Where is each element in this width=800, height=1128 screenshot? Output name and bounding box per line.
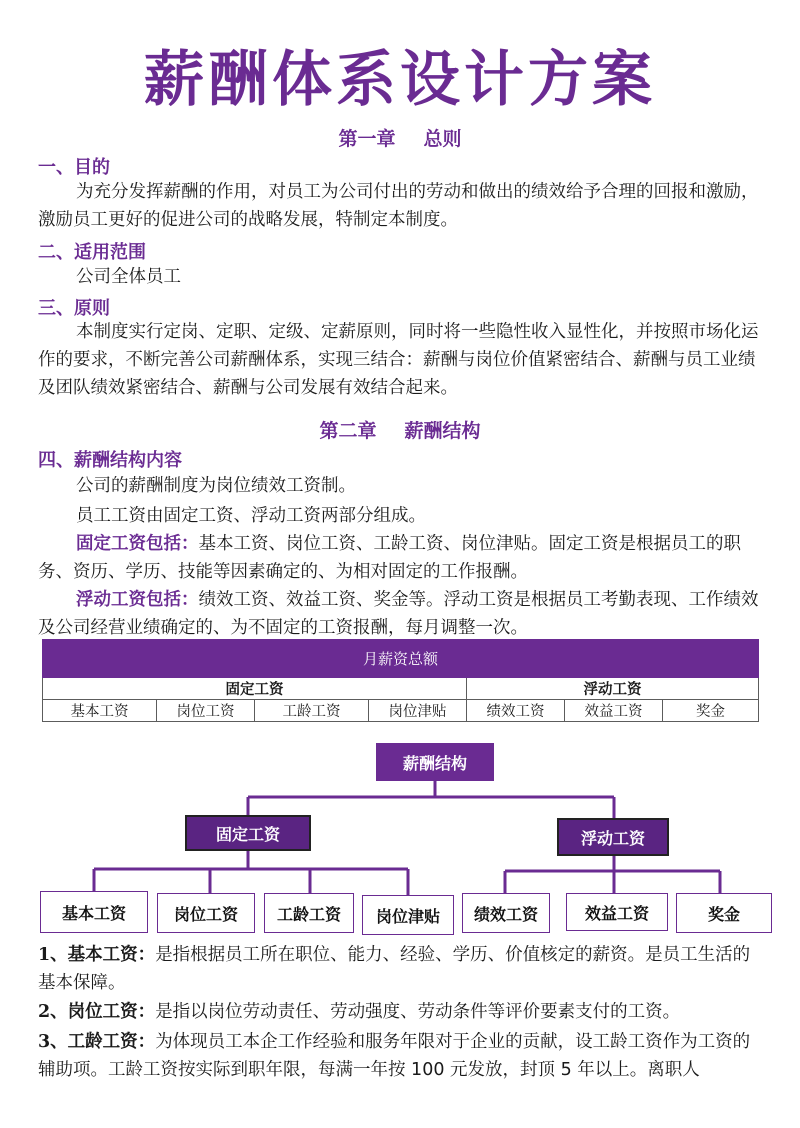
chapter-2-name: 薪酬结构 <box>404 420 481 442</box>
section-scope-text: 公司全体员工 <box>76 267 181 287</box>
chart-leaf-node: 岗位工资 <box>157 893 255 933</box>
table-floating-header: 浮动工资 <box>467 678 759 700</box>
table-cell: 岗位工资 <box>157 700 255 722</box>
structure-paragraph-2: 员工工资由固定工资、浮动工资两部分组成。 <box>76 506 426 526</box>
chart-leaf-node: 岗位津贴 <box>362 895 454 935</box>
floating-salary-label: 浮动工资包括： <box>76 590 199 610</box>
item-text: 是指以岗位劳动责任、劳动强度、劳动条件等评价要素支付的工资。 <box>155 1002 681 1022</box>
fixed-salary-paragraph <box>38 530 764 586</box>
document-title: 薪酬体系设计方案 <box>144 45 656 115</box>
item-text: 是指根据员工所在职位、能力、经验、学历、价值核定的薪资。是员工生活的基本保障。 <box>38 945 751 993</box>
chapter-2-heading <box>0 416 800 443</box>
salary-structure-chart <box>0 735 800 940</box>
item-text: 为体现员工本企工作经验和服务年限对于企业的贡献，设工龄工资作为工资的辅助项。工龄工资按实际到职年限，每满一年按 100 元发放，封顶 5 年以上。离职人 <box>38 1032 751 1080</box>
item-position-salary <box>38 998 764 1026</box>
chart-fixed-node: 固定工资 <box>185 815 311 851</box>
table-cell: 效益工资 <box>565 700 663 722</box>
item-seniority-salary <box>38 1028 764 1084</box>
table-total-header: 月薪资总额 <box>43 640 759 678</box>
chart-leaf-node: 基本工资 <box>40 891 148 933</box>
salary-composition-table <box>42 639 759 722</box>
chart-leaf-node: 效益工资 <box>566 893 668 931</box>
item-label: 1、基本工资： <box>38 945 156 965</box>
fixed-salary-label: 固定工资包括： <box>76 534 199 554</box>
section-scope-heading: 二、适用范围 <box>38 242 146 263</box>
item-label: 2、岗位工资： <box>38 1002 156 1022</box>
table-cell: 绩效工资 <box>467 700 565 722</box>
floating-salary-paragraph <box>38 586 764 642</box>
item-basic-salary <box>38 941 764 997</box>
fixed-salary-text: 基本工资、岗位工资、工龄工资、岗位津贴。固定工资是根据员工的职务、资历、学历、技能等因素确定的、为相对固定的工作报酬。 <box>38 534 741 582</box>
section-principle-heading: 三、原则 <box>38 298 110 319</box>
structure-paragraph-1: 公司的薪酬制度为岗位绩效工资制。 <box>76 476 356 496</box>
floating-salary-text: 绩效工资、效益工资、奖金等。浮动工资是根据员工考勤表现、工作绩效及公司经营业绩确定的、为不固定的工资报酬，每月调整一次。 <box>38 590 759 638</box>
chapter-2-number: 第二章 <box>319 420 377 442</box>
table-cell: 岗位津贴 <box>369 700 467 722</box>
chart-leaf-node: 绩效工资 <box>462 893 550 933</box>
section-purpose-text: 为充分发挥薪酬的作用，对员工为公司付出的劳动和做出的绩效给予合理的回报和激励，激励员工更好的促进公司的战略发展，特制定本制度。 <box>38 182 759 230</box>
section-structure-heading: 四、薪酬结构内容 <box>38 450 182 471</box>
chart-floating-node: 浮动工资 <box>557 818 669 856</box>
chapter-1-number: 第一章 <box>338 128 396 150</box>
chart-root-node: 薪酬结构 <box>376 743 494 781</box>
chart-leaf-node: 工龄工资 <box>264 893 354 933</box>
table-cell: 工龄工资 <box>255 700 369 722</box>
table-cell: 奖金 <box>663 700 759 722</box>
chart-leaf-node: 奖金 <box>676 893 772 933</box>
chapter-1-heading <box>0 124 800 151</box>
section-purpose-heading: 一、目的 <box>38 157 110 178</box>
table-fixed-header: 固定工资 <box>43 678 467 700</box>
chapter-1-name: 总则 <box>423 128 462 150</box>
section-principle-text: 本制度实行定岗、定职、定级、定薪原则，同时将一些隐性收入显性化，并按照市场化运作的要求，不断完善公司薪酬体系，实现三结合：薪酬与岗位价值紧密结合、薪酬与员工业绩及团队绩效紧密结合、薪酬与公司发展有效结合起来。 <box>38 322 759 398</box>
table-cell: 基本工资 <box>43 700 157 722</box>
item-label: 3、工龄工资： <box>38 1032 156 1052</box>
